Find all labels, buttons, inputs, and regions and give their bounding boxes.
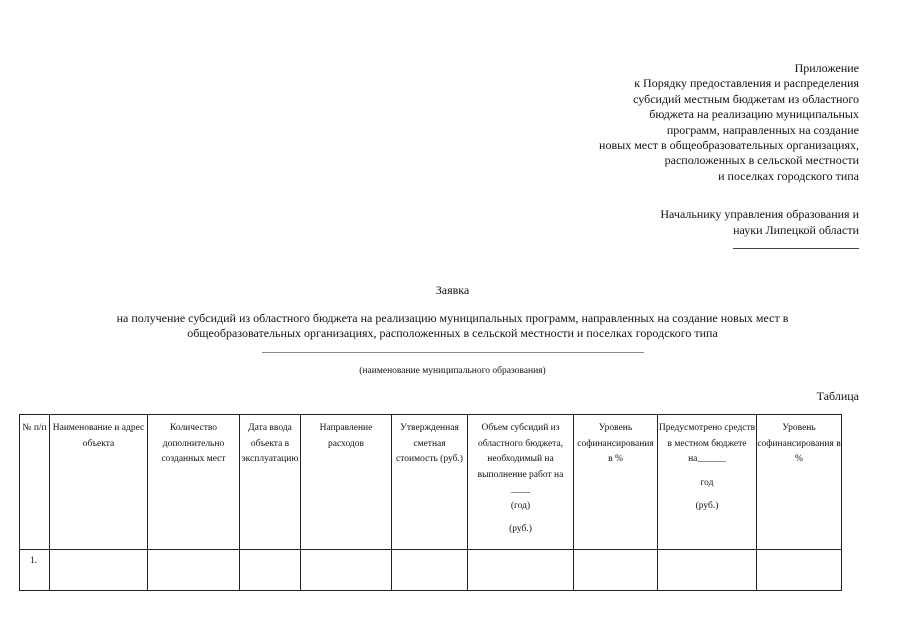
appendix-line: и поселках городского типа [718, 168, 859, 183]
addressee-line: Начальнику управления образования и [660, 207, 859, 221]
row-direction-cell[interactable] [301, 550, 392, 591]
header-places: Количество дополнительно созданных мест [148, 415, 240, 550]
municipality-name-field[interactable] [262, 352, 644, 353]
subtitle-line: общеобразовательных организациях, расположенных в сельской местности и поселках городского типа [187, 326, 718, 340]
subtitle-line: на получение субсидий из областного бюджета на реализацию муниципальных программ, направленных на создание новых мест в [116, 311, 789, 325]
header-date: Дата ввода объекта в эксплуатацию [240, 415, 301, 550]
header-local-main: Предусмотрено средств в местном бюджете на______ [658, 423, 756, 464]
row-name-cell[interactable] [50, 550, 148, 591]
row-volume-cell[interactable] [468, 550, 574, 591]
appendix-line: к Порядку предоставления и распределения [634, 76, 859, 91]
document-title: Заявка [435, 283, 470, 297]
header-local [658, 415, 757, 550]
header-local-year: год [700, 477, 714, 488]
addressee-signature-line[interactable] [733, 238, 859, 249]
header-local-unit: (руб.) [695, 501, 719, 511]
row-places-cell[interactable] [148, 550, 240, 591]
request-table [19, 414, 842, 591]
table-header-row [20, 415, 842, 550]
appendix-line: программ, направленных на создание [666, 122, 859, 137]
table-label: Таблица [816, 389, 859, 403]
document-subtitle [60, 311, 845, 341]
addressee-block [459, 207, 859, 254]
appendix-line: новых мест в общеобразовательных организациях, [599, 138, 859, 153]
header-volume-main: Объем субсидий из областного бюджета, необходимый на выполнение работ на ____ [477, 423, 564, 495]
appendix-line: Приложение [794, 61, 859, 75]
header-cost: Утвержденная сметная стоимость (руб.) [392, 415, 468, 550]
header-level-1: Уровень софинансирования в % [574, 415, 658, 550]
header-volume-unit: (руб.) [509, 524, 532, 534]
row-date-cell[interactable] [240, 550, 301, 591]
appendix-line: субсидий местным бюджетам из областного [633, 91, 859, 106]
row-cost-cell[interactable] [392, 550, 468, 591]
table-row [20, 550, 842, 591]
addressee-line: науки Липецкой области [733, 222, 859, 237]
municipality-caption: (наименование муниципального образования) [359, 366, 546, 376]
row-level-2-cell[interactable] [757, 550, 842, 591]
header-num: № п/п [20, 415, 50, 550]
row-local-cell[interactable] [658, 550, 757, 591]
header-volume-year: (год) [510, 500, 531, 511]
header-name: Наименование и адрес объекта [50, 415, 148, 550]
row-num-cell: 1. [20, 550, 50, 591]
header-level-2: Уровень софинансирования в % [757, 415, 842, 550]
header-volume [468, 415, 574, 550]
header-direction: Направление расходов [301, 415, 392, 550]
appendix-line: бюджета на реализацию муниципальных [649, 107, 859, 122]
appendix-block [439, 61, 859, 184]
appendix-line: расположенных в сельской местности [664, 153, 859, 168]
row-level-1-cell[interactable] [574, 550, 658, 591]
